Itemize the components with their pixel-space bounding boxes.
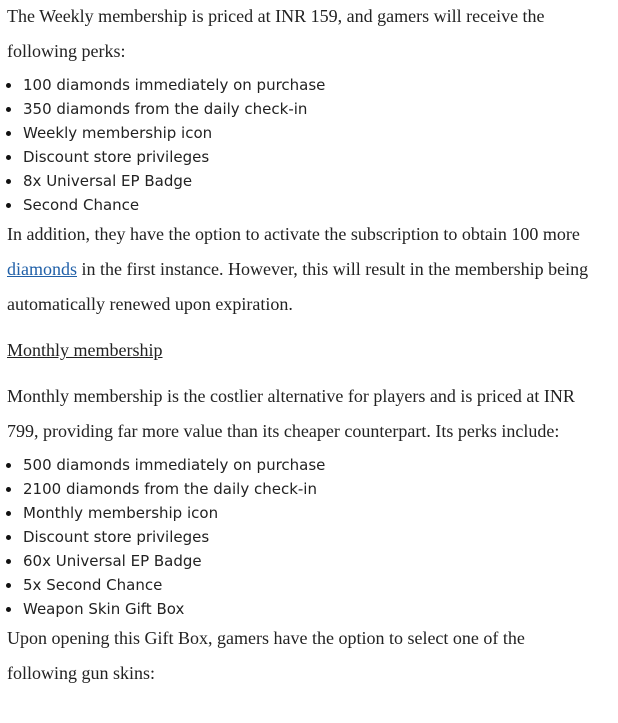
list-item xyxy=(23,145,618,169)
bullet-icon xyxy=(6,107,11,112)
weekly-addition-paragraph xyxy=(0,217,597,322)
bullet-icon xyxy=(6,203,11,208)
perk-label: 60x Universal EP Badge xyxy=(23,552,202,570)
perk-label: Weekly membership icon xyxy=(23,124,213,142)
list-item xyxy=(23,73,618,97)
monthly-intro-paragraph: Monthly membership is the costlier alternative for players and is priced at INR 799, providing far more value than its cheaper counterpart. Its perks include: xyxy=(7,386,575,441)
list-item xyxy=(23,597,618,621)
perk-label: Monthly membership icon xyxy=(23,504,219,522)
perk-label: 350 diamonds from the daily check-in xyxy=(23,100,308,118)
bullet-icon xyxy=(6,179,11,184)
list-item xyxy=(23,525,618,549)
perk-label: Second Chance xyxy=(23,196,140,214)
weekly-intro-paragraph: The Weekly membership is priced at INR 159, and gamers will receive the following perks: xyxy=(7,6,545,61)
perk-label: Discount store privileges xyxy=(23,528,210,546)
bullet-icon xyxy=(6,463,11,468)
perk-label: 8x Universal EP Badge xyxy=(23,172,193,190)
list-item xyxy=(23,453,618,477)
monthly-heading xyxy=(0,333,597,368)
list-item xyxy=(23,169,618,193)
perk-label: 100 diamonds immediately on purchase xyxy=(23,76,326,94)
bullet-icon xyxy=(6,583,11,588)
bullet-icon xyxy=(6,535,11,540)
list-item xyxy=(23,477,618,501)
addition-text-after: in the first instance. However, this will result in the membership being automatically renewed upon expiration. xyxy=(7,259,589,314)
weekly-perks-list xyxy=(0,73,618,217)
perk-label: Discount store privileges xyxy=(23,148,210,166)
giftbox-paragraph: Upon opening this Gift Box, gamers have the option to select one of the following gun skins: xyxy=(7,628,525,683)
perk-label: 500 diamonds immediately on purchase xyxy=(23,456,326,474)
list-item xyxy=(23,121,618,145)
bullet-icon xyxy=(6,559,11,564)
list-item xyxy=(23,193,618,217)
bullet-icon xyxy=(6,83,11,88)
list-item xyxy=(23,501,618,525)
perk-label: Weapon Skin Gift Box xyxy=(23,600,185,618)
bullet-icon xyxy=(6,131,11,136)
bullet-icon xyxy=(6,511,11,516)
monthly-perks-list xyxy=(0,453,618,621)
monthly-heading-text: Monthly membership xyxy=(7,340,163,360)
list-item xyxy=(23,573,618,597)
addition-text-before: In addition, they have the option to activate the subscription to obtain 100 more xyxy=(7,224,580,244)
diamonds-link[interactable]: diamonds xyxy=(7,259,77,279)
bullet-icon xyxy=(6,487,11,492)
bullet-icon xyxy=(6,607,11,612)
list-item xyxy=(23,549,618,573)
perk-label: 2100 diamonds from the daily check-in xyxy=(23,480,317,498)
bullet-icon xyxy=(6,155,11,160)
perk-label: 5x Second Chance xyxy=(23,576,163,594)
list-item xyxy=(23,97,618,121)
